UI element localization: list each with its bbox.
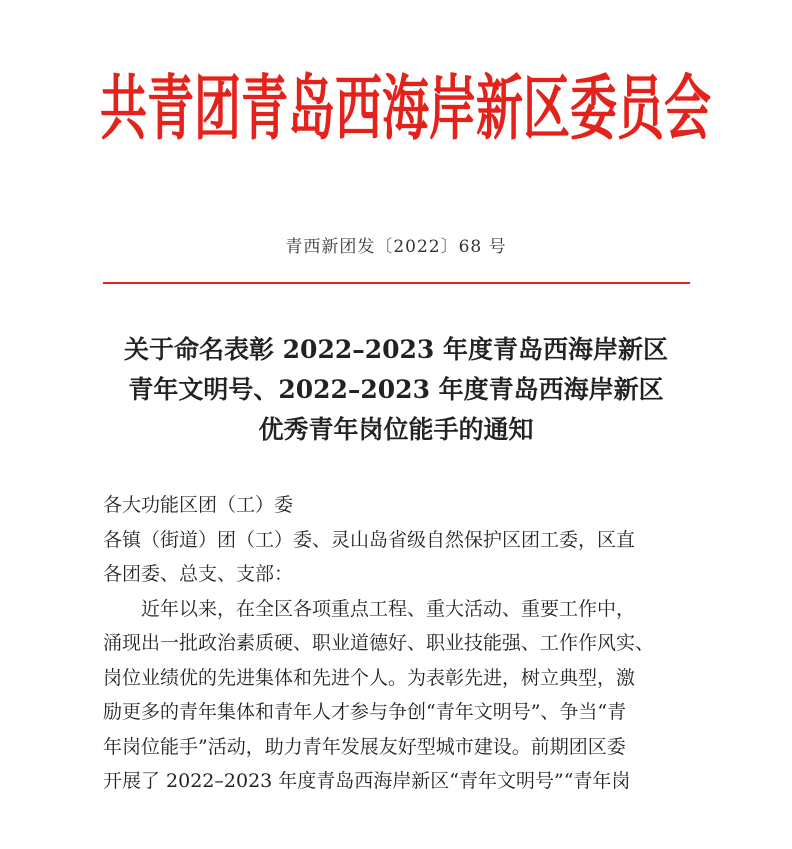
document-number: 青西新团发〔2022〕68 号	[285, 237, 507, 257]
title-line-3: 优秀青年岗位能手的通知	[258, 415, 534, 444]
paragraph-line: 岗位业绩优的先进集体和先进个人。为表彰先进，树立典型，激	[103, 666, 636, 689]
red-divider-line	[103, 282, 690, 284]
paragraph-line: 年岗位能手”活动，助力青年发展友好型城市建设。前期团区委	[103, 735, 626, 758]
masthead-org-name: 共青团青岛西海岸新区委员会	[100, 68, 711, 151]
addressee-line-2: 各镇（街道）团（工）委、灵山岛省级自然保护区团工委，区直	[103, 528, 636, 551]
addressee-line-1: 各大功能区团（工）委	[103, 494, 294, 516]
paragraph-line: 涌现出一批政治素质硬、职业道德好、职业技能强、工作作风实、	[103, 632, 655, 654]
notice-title	[0, 330, 792, 450]
paragraph-line: 开展了 2022–2023 年度青岛西海岸新区“青年文明号”“青年岗	[103, 770, 631, 792]
paragraph-line: 励更多的青年集体和青年人才参与争创“青年文明号”、争当“青	[103, 701, 627, 723]
paragraph-line: 近年以来，在全区各项重点工程、重大活动、重要工作中，	[141, 597, 636, 620]
notice-body	[103, 488, 693, 799]
addressee-line-3: 各团委、总支、支部：	[103, 563, 294, 585]
title-line-1: 关于命名表彰 2022–2023 年度青岛西海岸新区	[123, 335, 669, 364]
title-line-2: 青年文明号、2022–2023 年度青岛西海岸新区	[128, 375, 664, 404]
